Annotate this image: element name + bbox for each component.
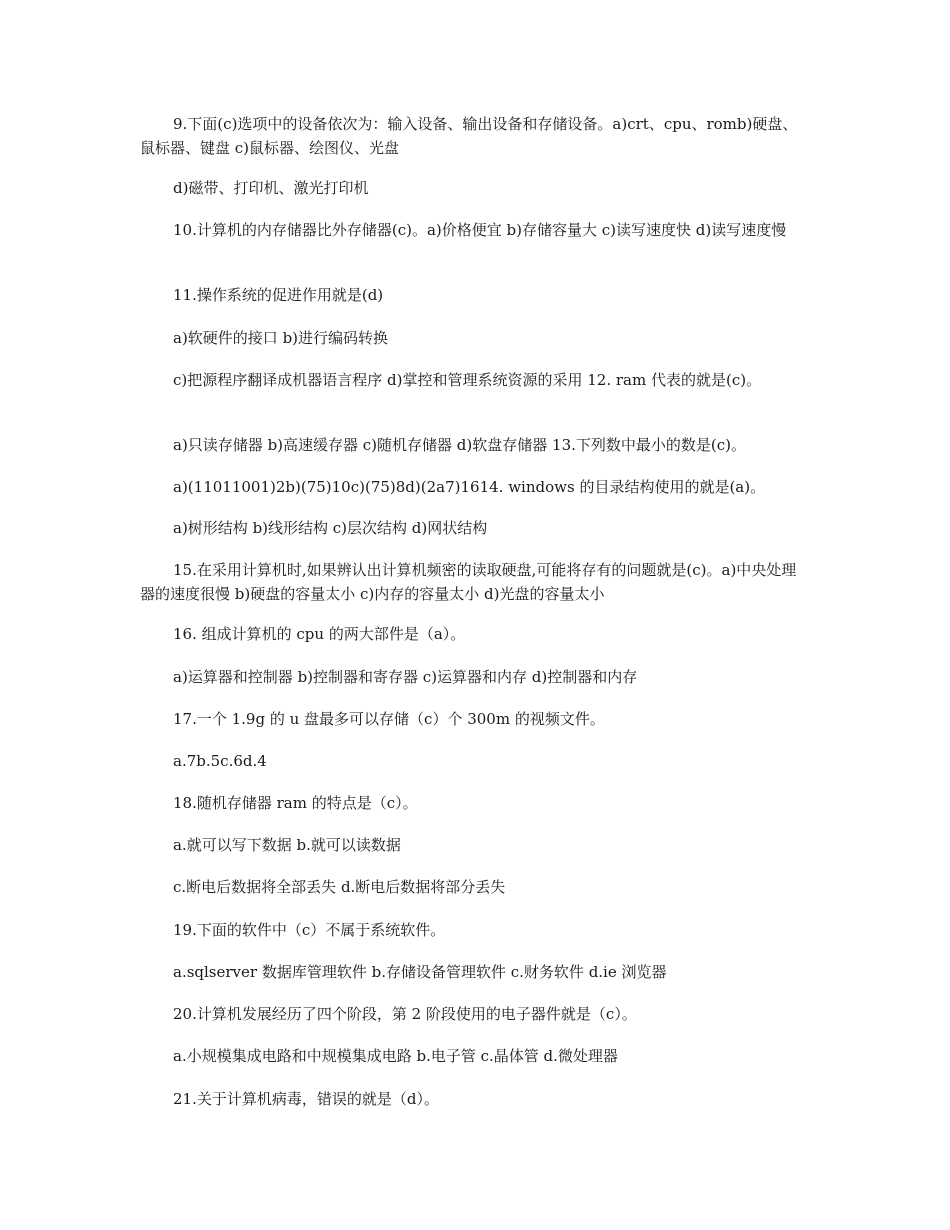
paragraph-q19: 19.下面的软件中（c）不属于系统软件。 [173,921,446,939]
paragraph-q15: 15.在采用计算机时,如果辨认出计算机频密的读取硬盘,可能将存有的问题就是(c)。a)中央处理器的速度很慢 b)硬盘的容量太小 c)内存的容量太小 d)光盘的容量太小 [140,561,797,603]
paragraph-q18: 18.随机存储器 ram 的特点是（c）。 [173,794,418,812]
paragraph-q9: 9.下面(c)选项中的设备依次为：输入设备、输出设备和存储设备。a)crt、cpu、romb)硬盘、鼠标器、键盘 c)鼠标器、绘图仪、光盘 [140,115,798,157]
paragraph-q14-options: a)树形结构 b)线形结构 c)层次结构 d)网状结构 [173,519,488,537]
paragraph-q20-options: a.小规模集成电路和中规模集成电路 b.电子管 c.晶体管 d.微处理器 [173,1047,618,1065]
paragraph-q9-option-d: d)磁带、打印机、激光打印机 [173,179,369,197]
paragraph-q11: 11.操作系统的促进作用就是(d) [173,286,384,304]
paragraph-q17: 17.一个 1.9g 的 u 盘最多可以存储（c）个 300m 的视频文件。 [173,710,605,728]
paragraph-q16-options: a)运算器和控制器 b)控制器和寄存器 c)运算器和内存 d)控制器和内存 [173,668,638,686]
paragraph-q12-options: a)只读存储器 b)高速缓存器 c)随机存储器 d)软盘存储器 13.下列数中最小的数是(c)。 [173,436,746,454]
paragraph-q18-options-ab: a.就可以写下数据 b.就可以读数据 [173,836,401,854]
paragraph-q19-options: a.sqlserver 数据库管理软件 b.存储设备管理软件 c.财务软件 d.ie 浏览器 [173,963,667,981]
paragraph-q21: 21.关于计算机病毒，错误的就是（d）。 [173,1090,439,1108]
paragraph-q10: 10.计算机的内存储器比外存储器(c)。a)价格便宜 b)存储容量大 c)读写速度快 d)读写速度慢 [173,221,787,239]
paragraph-q13-options: a)(11011001)2b)(75)10c)(75)8d)(2a7)1614. windows 的目录结构使用的就是(a)。 [173,478,766,496]
paragraph-q20: 20.计算机发展经历了四个阶段，第 2 阶段使用的电子器件就是（c）。 [173,1005,637,1023]
paragraph-q18-options-cd: c.断电后数据将全部丢失 d.断电后数据将部分丢失 [173,878,506,896]
paragraph-q11-options-cd: c)把源程序翻译成机器语言程序 d)掌控和管理系统资源的采用 12. ram 代表的就是(c)。 [173,371,762,389]
paragraph-q17-options: a.7b.5c.6d.4 [173,752,267,770]
paragraph-q11-options-ab: a)软硬件的接口 b)进行编码转换 [173,329,389,347]
paragraph-q16: 16. 组成计算机的 cpu 的两大部件是（a）。 [173,625,466,643]
